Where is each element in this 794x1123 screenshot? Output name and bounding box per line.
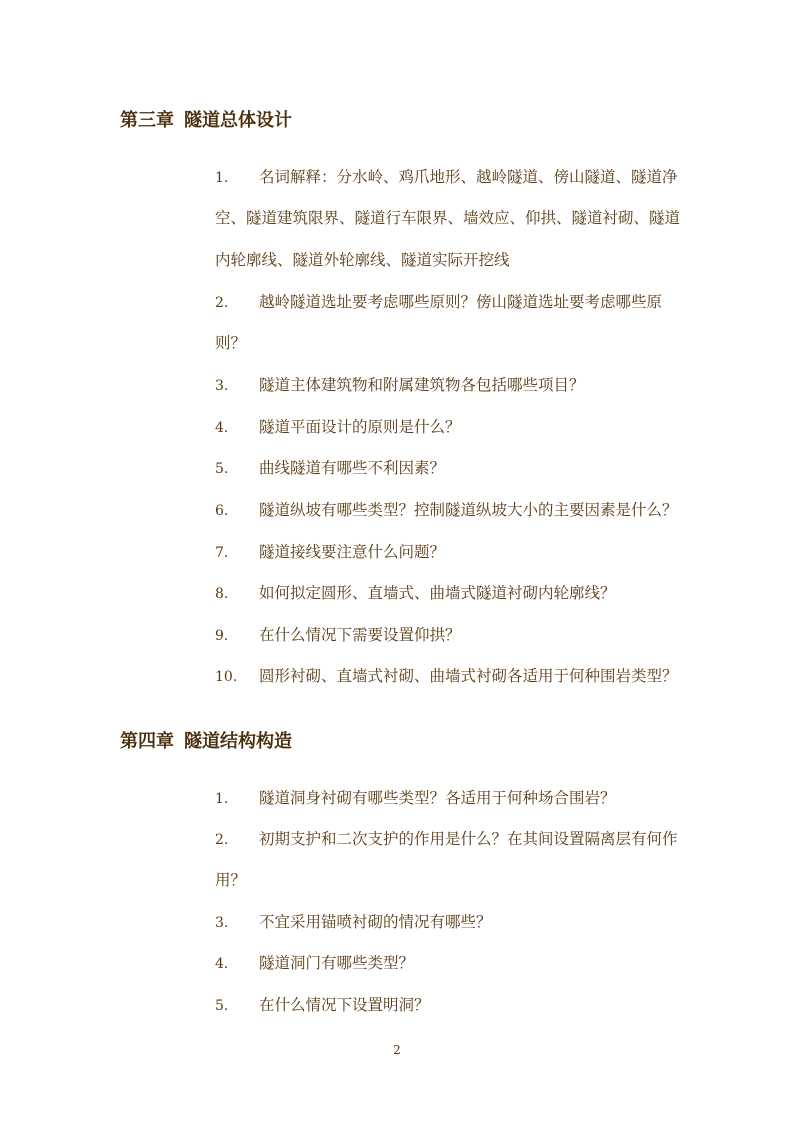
ch3-q7 bbox=[215, 542, 695, 563]
ch4-q4-text: 隧道洞门有哪些类型？ bbox=[259, 954, 415, 972]
ch3-q4-number: 4. bbox=[215, 420, 229, 436]
ch3-q1-line-3: 内轮廓线、隧道外轮廓线、隧道实际开挖线 bbox=[215, 251, 510, 269]
ch3-q9 bbox=[215, 625, 695, 646]
ch4-q2-line-1 bbox=[215, 829, 695, 850]
ch3-q9-number: 9. bbox=[215, 628, 229, 644]
chapter-3-heading bbox=[120, 106, 292, 132]
ch3-q6-text: 隧道纵坡有哪些类型？控制隧道纵坡大小的主要因素是什么？ bbox=[259, 501, 678, 519]
chapter-4-title: 隧道结构构造 bbox=[184, 731, 292, 752]
ch3-q4 bbox=[215, 417, 695, 438]
ch4-q1-text: 隧道洞身衬砌有哪些类型？各适用于何种场合围岩？ bbox=[259, 789, 616, 807]
ch3-q6 bbox=[215, 500, 695, 521]
ch4-q2-text-1: 初期支护和二次支护的作用是什么？在其间设置隔离层有何作 bbox=[259, 830, 678, 848]
page-number: 2 bbox=[393, 1043, 401, 1057]
ch3-q5-number: 5. bbox=[215, 461, 229, 477]
ch3-q10-number: 10. bbox=[215, 669, 238, 685]
chapter-3-number: 第三章 bbox=[120, 110, 174, 131]
ch4-q4-number: 4. bbox=[215, 956, 229, 972]
ch3-q2-line-2: 则？ bbox=[215, 334, 247, 352]
ch4-q2-line-2: 用？ bbox=[215, 871, 247, 889]
ch3-q6-number: 6. bbox=[215, 503, 229, 519]
ch4-q5-number: 5. bbox=[215, 998, 229, 1014]
ch3-q1-line-2: 空、隧道建筑限界、隧道行车限界、墙效应、仰拱、隧道衬砌、隧道 bbox=[215, 209, 681, 227]
ch3-q2-line-1 bbox=[215, 292, 695, 313]
ch3-q4-text: 隧道平面设计的原则是什么？ bbox=[259, 418, 461, 436]
ch3-q1-line-1 bbox=[215, 167, 695, 188]
chapter-4-heading bbox=[120, 727, 292, 753]
ch3-q8-number: 8. bbox=[215, 586, 229, 602]
ch3-q3-number: 3. bbox=[215, 378, 229, 394]
ch4-q1-number: 1. bbox=[215, 791, 229, 807]
ch4-q4 bbox=[215, 953, 695, 974]
ch4-q3-number: 3. bbox=[215, 915, 229, 931]
ch3-q1-number: 1. bbox=[215, 170, 229, 186]
ch4-q5-text: 在什么情况下设置明洞？ bbox=[259, 996, 430, 1014]
chapter-3-title: 隧道总体设计 bbox=[184, 110, 292, 131]
ch3-q8 bbox=[215, 583, 695, 604]
ch3-q1-text-1: 名词解释：分水岭、鸡爪地形、越岭隧道、傍山隧道、隧道净 bbox=[259, 168, 678, 186]
ch3-q9-text: 在什么情况下需要设置仰拱？ bbox=[259, 626, 461, 644]
ch4-q3 bbox=[215, 912, 695, 933]
ch3-q2-number: 2. bbox=[215, 295, 229, 311]
ch4-q3-text: 不宜采用锚喷衬砌的情况有哪些？ bbox=[259, 913, 492, 931]
ch3-q7-number: 7. bbox=[215, 545, 229, 561]
ch3-q2-text-1: 越岭隧道选址要考虑哪些原则？傍山隧道选址要考虑哪些原 bbox=[259, 293, 663, 311]
ch3-q7-text: 隧道接线要注意什么问题？ bbox=[259, 543, 446, 561]
ch3-q5 bbox=[215, 458, 695, 479]
ch3-q8-text: 如何拟定圆形、直墙式、曲墙式隧道衬砌内轮廓线？ bbox=[259, 584, 616, 602]
chapter-4-number: 第四章 bbox=[120, 731, 174, 752]
ch4-q1 bbox=[215, 788, 695, 809]
ch3-q10 bbox=[215, 666, 695, 687]
ch4-q2-number: 2. bbox=[215, 832, 229, 848]
ch3-q10-text: 圆形衬砌、直墙式衬砌、曲墙式衬砌各适用于何种围岩类型？ bbox=[259, 667, 678, 685]
ch4-q5 bbox=[215, 995, 695, 1016]
ch3-q5-text: 曲线隧道有哪些不利因素？ bbox=[259, 459, 446, 477]
ch3-q3-text: 隧道主体建筑物和附属建筑物各包括哪些项目？ bbox=[259, 376, 585, 394]
ch3-q3 bbox=[215, 375, 695, 396]
